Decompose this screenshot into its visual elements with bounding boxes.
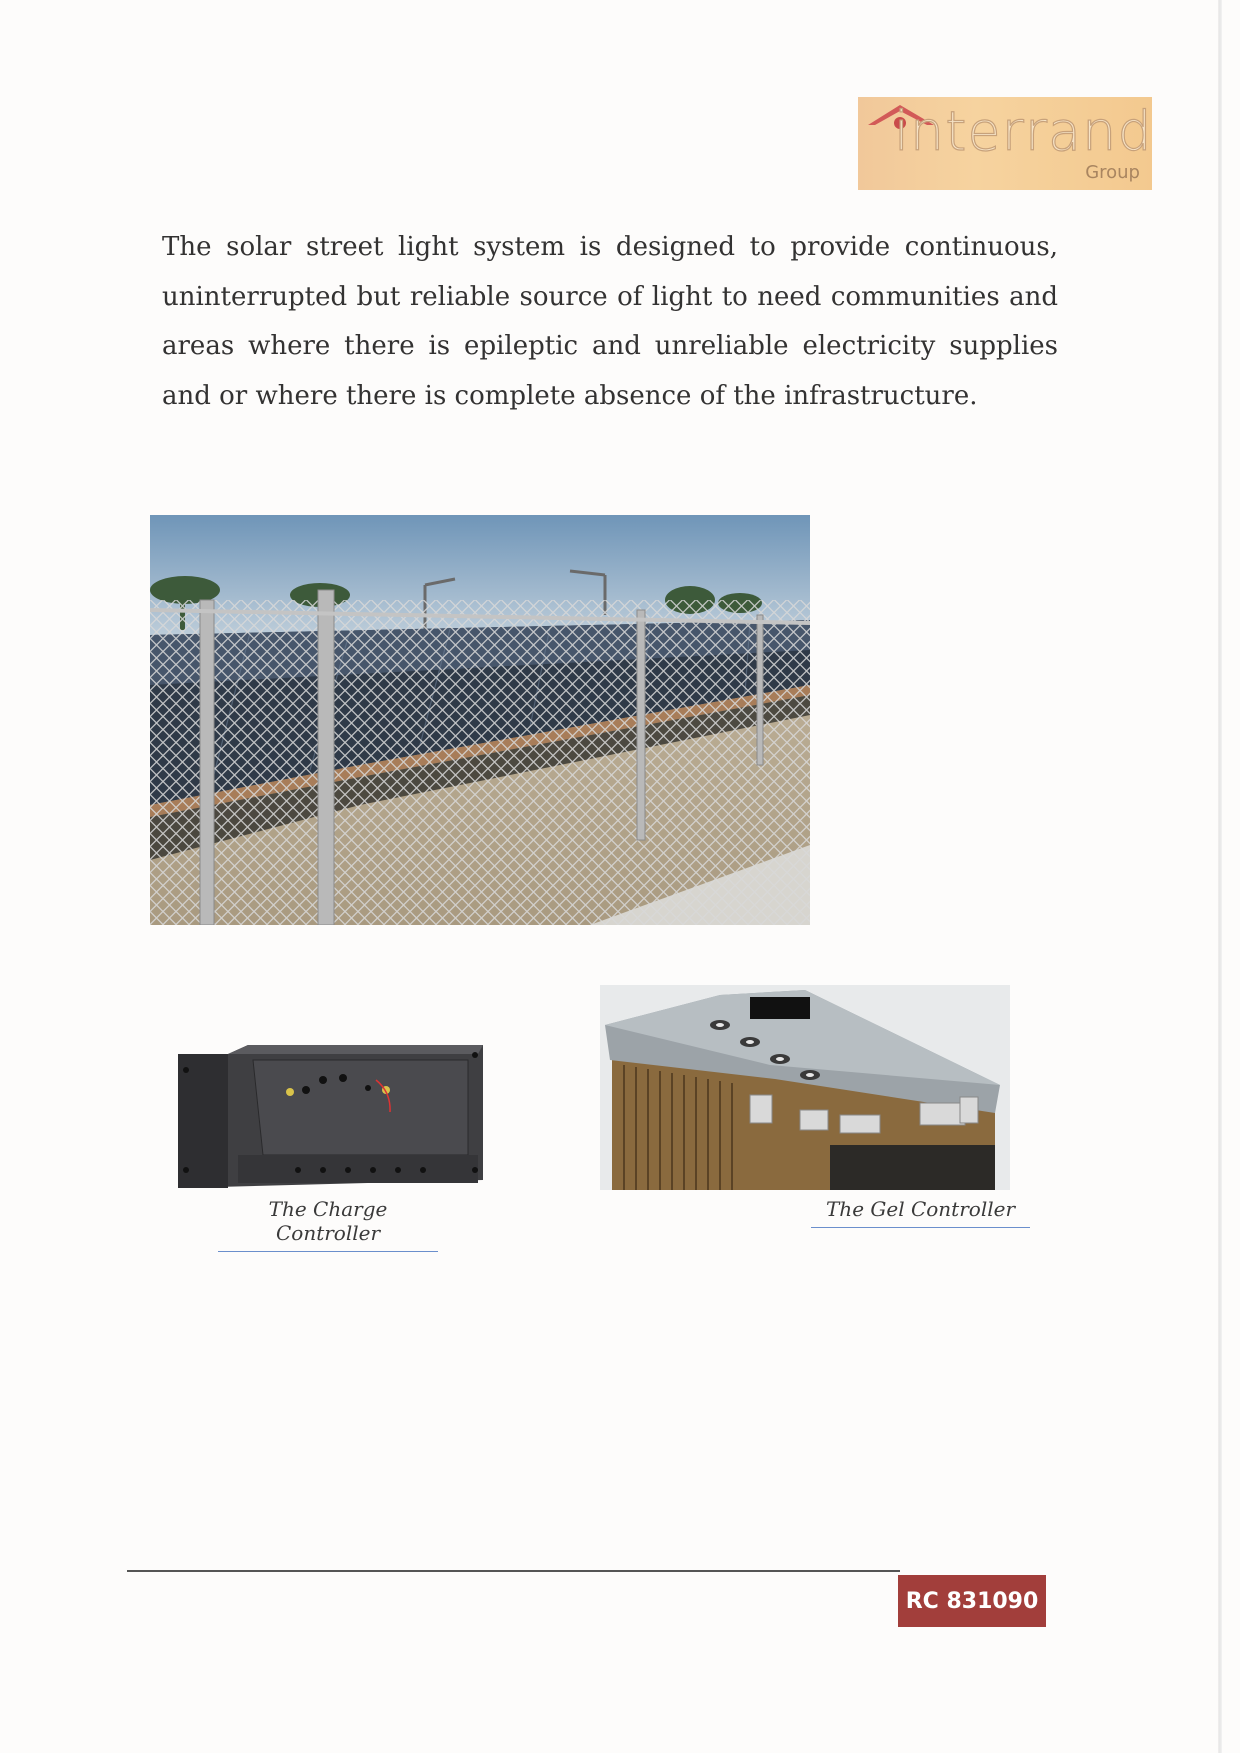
rc-number-badge: RC 831090 [898, 1575, 1046, 1627]
logo-wordmark: interrand [894, 100, 1153, 163]
solar-panel-field-photo [150, 515, 810, 925]
charge-controller-photo [178, 1040, 483, 1188]
charge-controller-caption: The Charge Controller [218, 1197, 438, 1252]
gel-controller-caption: The Gel Controller [811, 1197, 1030, 1228]
gel-battery-photo [600, 985, 1010, 1190]
intro-paragraph: The solar street light system is designed to provide continuous, uninterrupted but reliable source of light to need communities and areas where there is epileptic and unreliable electricity supplies and or where there is complete absence of the infrastructure. [162, 232, 1058, 411]
logo-subtitle: Group [1085, 162, 1140, 183]
footer-divider [127, 1570, 900, 1572]
company-logo [858, 97, 1152, 190]
page-edge-shadow [1218, 0, 1222, 1753]
